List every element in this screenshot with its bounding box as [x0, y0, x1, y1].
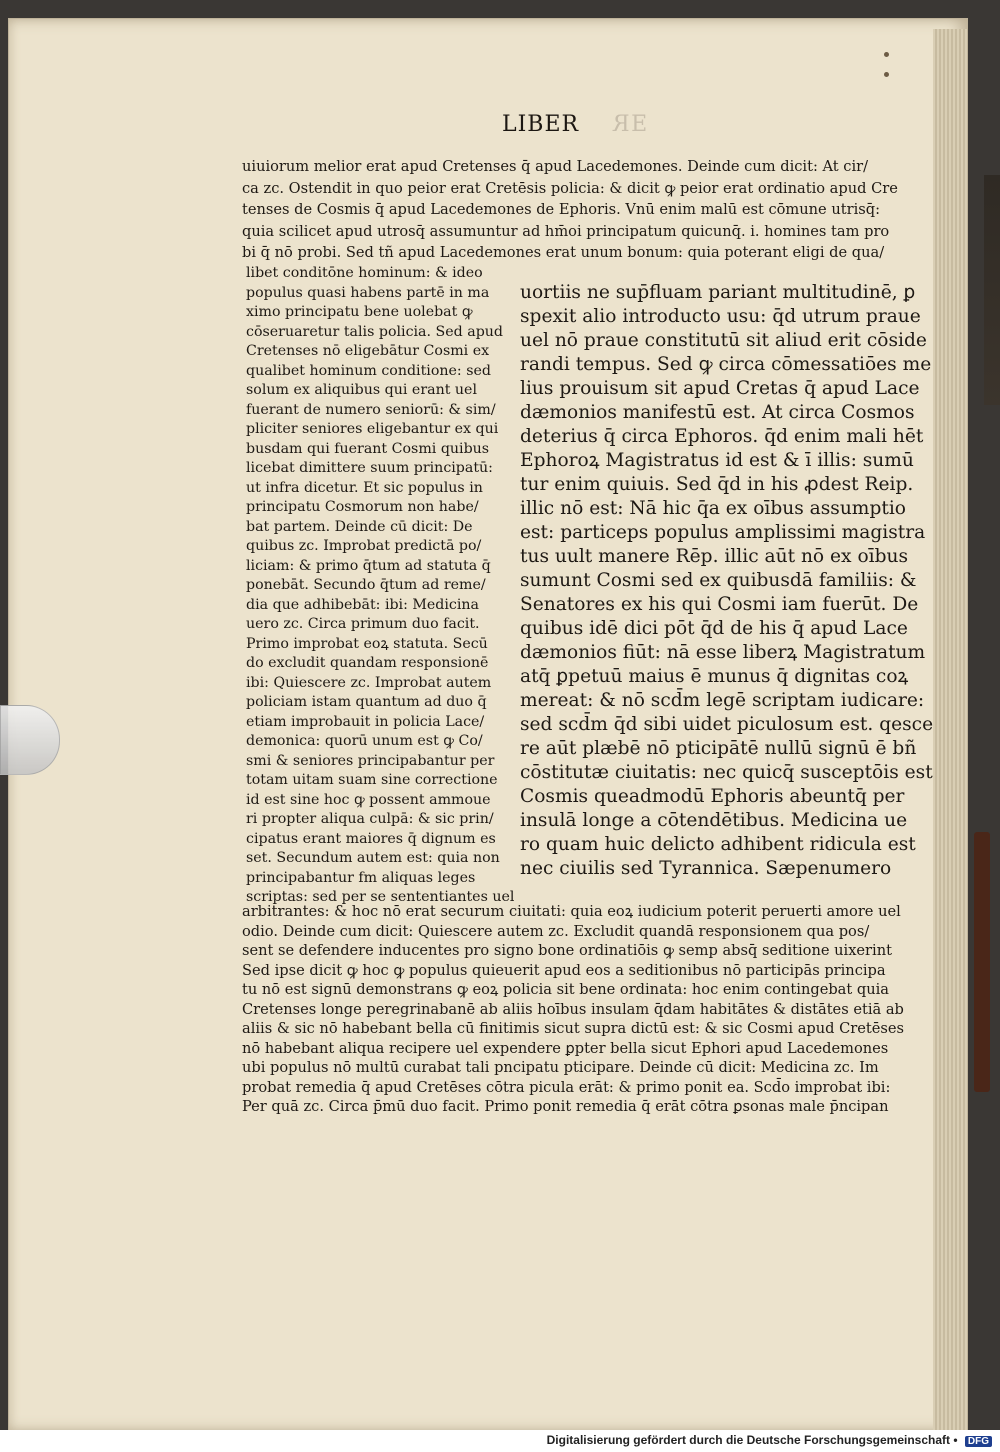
text-line: tu nō est signū demonstrans ꝙ eoꝝ policia sit bene ordinata: hoc enim contingebat quia: [242, 981, 889, 998]
text-line: Per quā zc. Circa p̄mū duo facit. Primo ponit remedia q̄ erāt cōtra ꝑsonas male p̄ncipan: [242, 1098, 889, 1115]
text-line: est: particeps populus amplissimi magistra: [520, 522, 926, 543]
text-line: id est sine hoc ꝙ possent ammoue: [246, 791, 491, 808]
text-line: Primo improbat eoꝝ statuta. Secū: [246, 635, 488, 652]
text-line: libet conditōne hominum: & ideo: [246, 265, 483, 281]
text-line: sed scd̄m q̄d sibi uidet piculosum est. qesce: [520, 714, 934, 735]
text-line: uel nō praue constitutū sit aliud erit cōside: [520, 330, 927, 351]
text-line: ximo principatu bene uolebat ꝙ: [246, 304, 473, 320]
text-line: insulā longe a cōtendētibus. Medicina ue: [520, 810, 908, 831]
text-line: ponebāt. Secundo q̄tum ad reme/: [246, 577, 486, 593]
text-line: policiam istam quantum ad duo q̄: [246, 694, 487, 710]
text-line: totam uitam suam sine correctione: [246, 772, 498, 788]
text-line: ca zc. Ostendit in quo peior erat Cretēsis policia: & dicit ꝙ peior erat ordinatio apud Cre: [242, 179, 898, 197]
text-line: cōstitutæ ciuitatis: nec quicq̄ susceptōis est: [520, 762, 933, 783]
text-line: uero zc. Circa primum duo facit.: [246, 616, 480, 632]
text-line: Sed ipse dicit ꝙ hoc ꝙ populus quieuerit apud eos a seditionibus nō participās principa: [242, 961, 886, 979]
text-line: pliciter seniores eligebantur ex qui: [246, 421, 499, 437]
footer-bar: [0, 1430, 1000, 1452]
text-line: bat partem. Deinde cū dicit: De: [246, 518, 473, 535]
page-edges: [933, 29, 967, 1447]
text-line: sumunt Cosmi sed ex quibusdā familiis: &: [520, 570, 917, 591]
text-line: mereat: & nō scd̄m legē scriptam iudicare:: [520, 690, 925, 711]
text-line: nec ciuilis sed Tyrannica. Sæpenumero: [520, 858, 892, 879]
text-line: cōseruaretur talis policia. Sed apud: [246, 323, 504, 340]
text-line: licebat dimittere suum principatū:: [246, 460, 493, 476]
text-line: cipatus erant maiores q̄ dignum es: [246, 830, 496, 847]
binding-tab: [974, 832, 990, 1092]
text-line: populus quasi habens partē in ma: [246, 284, 490, 301]
text-line: illic nō est: Nā hic q̄a ex oībus assumptio: [520, 498, 906, 519]
text-line: ut infra dicetur. Et sic populus in: [246, 479, 483, 496]
text-line: re aūt plæbē nō pticipātē nullū signū ē bñ: [520, 738, 917, 759]
text-line: quibus idē dici pōt q̄d de his q̄ apud Lace: [520, 618, 908, 639]
text-line: Senatores ex his qui Cosmi iam fuerūt. De: [520, 594, 919, 615]
text-line: Cretenses longe peregrinabanē ab aliis hoībus insulam q̄dam habitātes & distātes etiā ab: [242, 1000, 904, 1018]
running-head: LIBER: [502, 112, 580, 137]
text-line: ro quam huic delicto adhibent ridicula est: [520, 834, 916, 855]
text-line: liciam: & primo q̄tum ad statuta q̄: [246, 557, 491, 574]
text-line: bi q̄ nō probi. Sed tñ apud Lacedemones erat unum bonum: quia poterant eligi de qua/: [242, 244, 885, 261]
ink-fleck: [884, 52, 889, 57]
text-line: randi tempus. Sed ꝙ circa cōmessatiōes me: [520, 354, 932, 375]
text-line: Cosmis queadmodū Ephoris abeuntq̄ per: [520, 786, 905, 807]
text-line: set. Secundum autem est: quia non: [246, 850, 500, 866]
text-line: dia que adhibebāt: ibi: Medicina: [246, 596, 480, 613]
text-line: aliis & sic nō habebant bella cū finitimis sicut supra dictū est: & sic Cosmi apud Cretēses: [242, 1020, 905, 1037]
text-line: solum ex aliquibus qui erant uel: [246, 382, 477, 398]
text-line: tus uult manere Rēp. illic aūt nō ex oībus: [520, 546, 908, 567]
text-line: uiuiorum melior erat apud Cretenses q̄ apud Lacedemones. Deinde cum dicit: At cir/: [242, 158, 869, 175]
footer-credit: Digitalisierung gefördert durch die Deutsche Forschungsgemeinschaft •: [546, 1433, 958, 1447]
text-line: nō habebant aliqua recipere uel expendere ꝑpter bella sicut Ephori apud Lacedemones: [242, 1039, 889, 1057]
text-line: atq̄ ꝑpetuū maius ē munus q̄ dignitas coꝝ: [520, 666, 909, 687]
adjacent-page-strip: [984, 175, 1000, 405]
text-line: scriptas: sed per se sententiantes uel: [246, 889, 515, 905]
text-line: dæmonios fiūt: nā esse liberꝝ Magistratum: [520, 642, 926, 663]
ink-fleck: [884, 72, 889, 77]
text-line: ubi populus nō multū curabat tali pncipatu pticipare. Deinde cū dicit: Medicina zc. Im: [242, 1059, 879, 1076]
dfg-logo: DFG: [965, 1436, 992, 1447]
text-line: tur enim quiuis. Sed q̄d in his ꝓdest Reip.: [520, 474, 914, 495]
text-line: Ephoroꝝ Magistratus id est & ī illis: sumū: [520, 450, 914, 471]
text-line: tenses de Cosmis q̄ apud Lacedemones de Ephoris. Vnū enim malū est cōmune utrisq̄:: [242, 201, 880, 218]
text-line: ri propter aliqua culpā: & sic prin/: [246, 811, 494, 827]
text-line: quibus zc. Improbat predictā po/: [246, 538, 482, 554]
text-line: qualibet hominum conditione: sed: [246, 362, 491, 379]
text-line: deterius q̄ circa Ephoros. q̄d enim mali hēt: [520, 426, 924, 447]
text-line: arbitrantes: & hoc nō erat securum ciuitati: quia eoꝝ iudicium poterit peruerti amore uel: [242, 903, 901, 920]
text-line: dæmonios manifestū est. At circa Cosmos: [520, 402, 915, 423]
text-line: quia scilicet apud utrosq̄ assumuntur ad hm̄oi principatum quicunq̄. i. homines tam pro: [242, 222, 890, 240]
text-line: uortiis ne sup̄fluam pariant multitudinē, ꝑ: [520, 282, 916, 303]
text-line: probat remedia q̄ apud Cretēses cōtra picula erāt: & primo ponit ea. Scd̄o improbat ibi:: [242, 1078, 891, 1096]
text-line: ibi: Quiescere zc. Improbat autem: [246, 674, 492, 691]
text-line: principabantur fm aliquas leges: [246, 869, 476, 886]
text-line: busdam qui fuerant Cosmi quibus: [246, 440, 490, 457]
text-line: do excludit quandam responsionē: [246, 655, 489, 671]
text-line: demonica: quorū unum est ꝙ Co/: [246, 733, 483, 749]
show-through-head: ƎR: [612, 112, 647, 137]
text-line: odio. Deinde cum dicit: Quiescere autem zc. Excludit quandā responsionem qua pos/: [242, 922, 870, 940]
text-line: smi & seniores principabantur per: [246, 752, 495, 769]
text-line: fuerant de numero seniorū: & sim/: [246, 401, 496, 418]
text-line: Cretenses nō eligebātur Cosmi ex: [246, 343, 490, 359]
text-line: etiam improbauit in policia Lace/: [246, 713, 485, 730]
text-line: lius prouisum sit apud Cretas q̄ apud Lace: [520, 378, 920, 399]
text-line: principatu Cosmorum non habe/: [246, 499, 479, 515]
text-line: spexit alio introducto usu: q̄d utrum praue: [520, 306, 921, 327]
text-line: sent se defendere inducentes pro signo bone ordinatiōis ꝙ semp absq̄ seditione uixerint: [242, 942, 892, 959]
